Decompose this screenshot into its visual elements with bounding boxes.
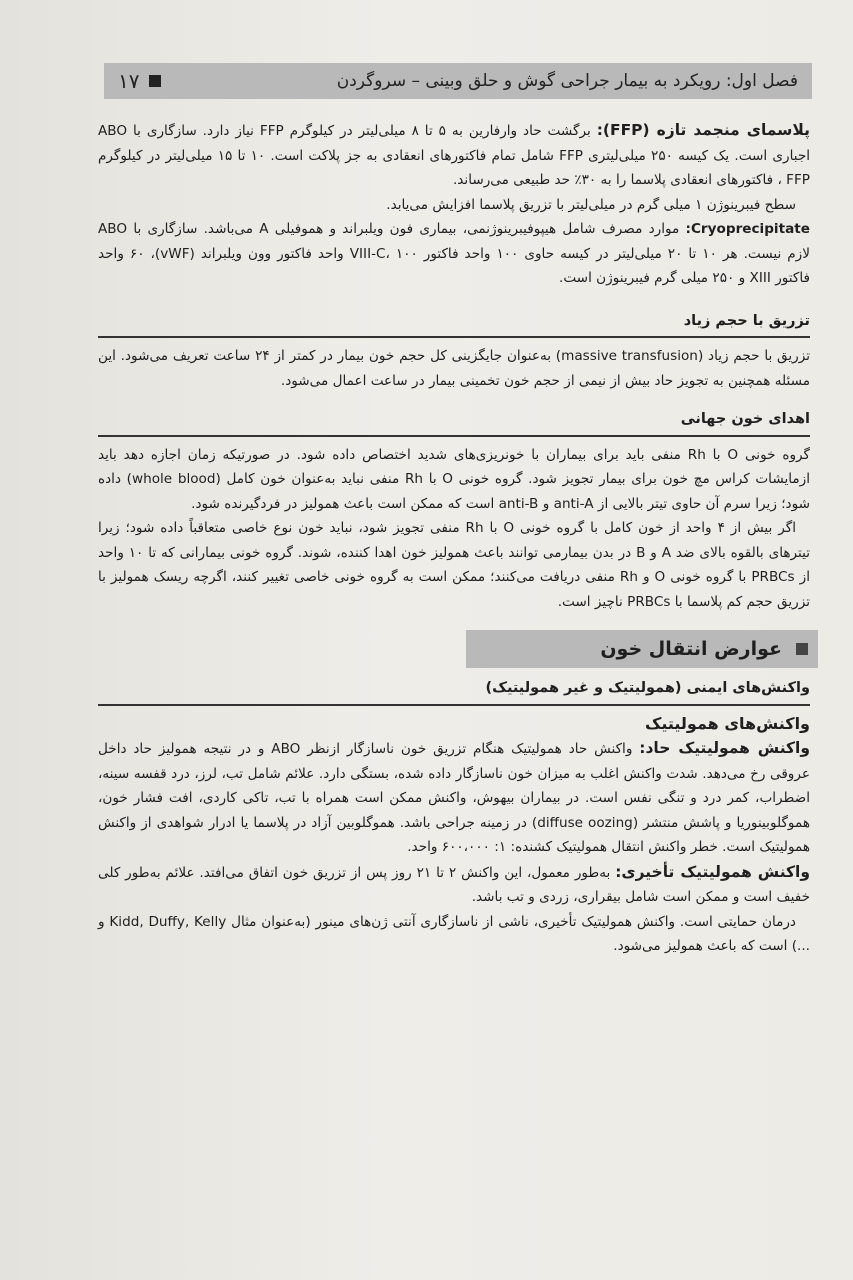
delayed-reaction-paragraph — [98, 860, 810, 910]
delayed-reaction-text-2: درمان حمایتی است. واکنش همولیتیک تأخیری، ناشی از ناسازگاری آنتی ژن‌های مینور (به‌عنوان مثال Kidd, Duffy, Kelly و ...) است که باعث همولیز می‌شود. — [98, 913, 810, 954]
universal-donation-text: گروه خونی O با Rh منفی باید برای بیماران با خونریزی‌های شدید اختصاص داده شود. در صورتیکه زمان اجازه دهد باید ازمایشات کراس مچ خون برای بیمار تجویز شود. گروه خونی O با Rh منفی نباید به‌عنوان خون کامل (whole blood) داده شود؛ زیرا سرم آن حاوی تیتر بالایی از anti-A و anti-B است که ممکن است باعث همولیز در فردگیرنده شود. — [98, 446, 810, 512]
section-title-bar — [466, 630, 818, 668]
running-header — [104, 63, 812, 99]
chapter-title: فصل اول: رویکرد به بیمار جراحی گوش و حلق وبینی – سروگردن — [336, 71, 798, 91]
universal-donation-heading: اهدای خون جهانی — [98, 407, 810, 437]
cryo-term: Cryoprecipitate: — [685, 221, 810, 237]
square-bullet-icon — [149, 75, 161, 87]
acute-text: واکنش حاد همولیتیک هنگام تزریق خون ناسازگار ازنظر ABO و در نتیجه همولیز حاد داخل عروقی رخ می‌دهد. شدت واکنش اغلب به میزان خون ناسازگار داده شده، بستگی دارد. علائم شامل تب، لرز، درد قفسه سینه، اضطراب، کمر درد و تنگی نفس است. در بیماران بیهوش، واکنش ممکن است همراه با تب، تاکی کاردی، افت فشار خون، هموگلوبینوریا و پاشش منتشر (diffuse oozing) در زمینه جراحی باشد. هموگلوبین آزاد در پلاسما یا ادرار شواهدی از واکنش همولیتیک است. خطر واکنش انتقال همولیتیک کشنده: ۱: ۶۰۰،۰۰۰ واحد. — [98, 741, 810, 855]
immune-reactions-heading: واکنش‌های ایمنی (همولیتیک و غیر همولیتیک) — [98, 676, 810, 706]
section-title: عوارض انتقال خون — [600, 637, 782, 660]
delayed-term: واکنش همولیتیک تأخیری: — [615, 862, 810, 881]
square-bullet-icon — [796, 643, 808, 655]
ffp-term: پلاسمای منجمد تازه (FFP): — [596, 121, 811, 139]
acute-reaction-paragraph — [98, 736, 810, 860]
hemolytic-heading: واکنش‌های همولیتیک — [644, 713, 810, 733]
ffp-paragraph — [98, 118, 810, 193]
massive-transfusion-heading: تزریق با حجم زیاد — [98, 309, 810, 339]
page-content — [98, 118, 810, 959]
universal-donation-text-2: اگر بیش از ۴ واحد از خون کامل با گروه خونی O با Rh منفی تجویز شود، نباید خون نوع خاصی متعاقباً داده شود؛ زیرا تیترهای بالقوه بالای ضد A و B در بدن بیمارمی توانند باعث همولیز خون اهدا کننده، شوند. گروه خونی بیمارانی که تا ۱۰ واحد از PRBCs با گروه خونی O و Rh منفی دریافت می‌کنند؛ ممکن است به گروه خونی خاصی تغییر کنند، اگرچه ریسک همولیز با تزریق حجم کم پلاسما با PRBCs ناچیز است. — [98, 520, 811, 610]
cryo-paragraph — [98, 217, 810, 291]
ffp-fibrinogen: سطح فیبرینوژن ۱ میلی گرم در میلی‌لیتر با تزریق پلاسما افزایش می‌یابد. — [386, 196, 796, 213]
acute-term: واکنش همولیتیک حاد: — [639, 739, 810, 757]
ffp-text: برگشت حاد وارفارین به ۵ تا ۸ میلی‌لیتر در کیلوگرم FFP نیاز دارد. سازگاری با ABO اجباری است. یک کیسه ۲۵۰ میلی‌لیتری FFP شامل تمام فاکتورهای انعقادی به جز پلاکت است. ۱۰ تا ۱۵ میلی‌لیتر در کیلوگرم FFP ، فاکتورهای انعقادی پلاسما را به ۳۰٪ حد طبیعی می‌رساند. — [98, 123, 811, 188]
page-number: ۱۷ — [118, 69, 140, 93]
massive-transfusion-text: تزریق با حجم زیاد (massive transfusion) به‌عنوان جایگزینی کل حجم خون بیمار در کمتر از ۲۴ ساعت تعریف می‌شود. این مسئله همچنین به تجویز حاد بیش از نیمی از حجم خون تخمینی بیمار در ساعت اعمال می‌شود. — [98, 348, 810, 389]
delayed-text: به‌طور معمول، این واکنش ۲ تا ۲۱ روز پس از تزریق خون اتفاق می‌افتد. علائم به‌طور کلی خفیف است و ممکن است شامل بیقراری، زردی و تب باشد. — [98, 864, 810, 905]
cryo-text: موارد مصرف شامل هیپوفیبرینوژنمی، بیماری فون ویلبراند و هموفیلی A می‌باشد. سازگاری با ABO لازم نیست. هر ۱۰ تا ۲۰ میلی‌لیتر در کیسه حاوی ۱۰۰ واحد فاکتور VIII-C، ۱۰۰ واحد فاکتور وون ویلبراند (vWF)، ۶۰ واحد فاکتور XIII و ۲۵۰ میلی گرم فیبرینوژن است. — [98, 221, 810, 286]
